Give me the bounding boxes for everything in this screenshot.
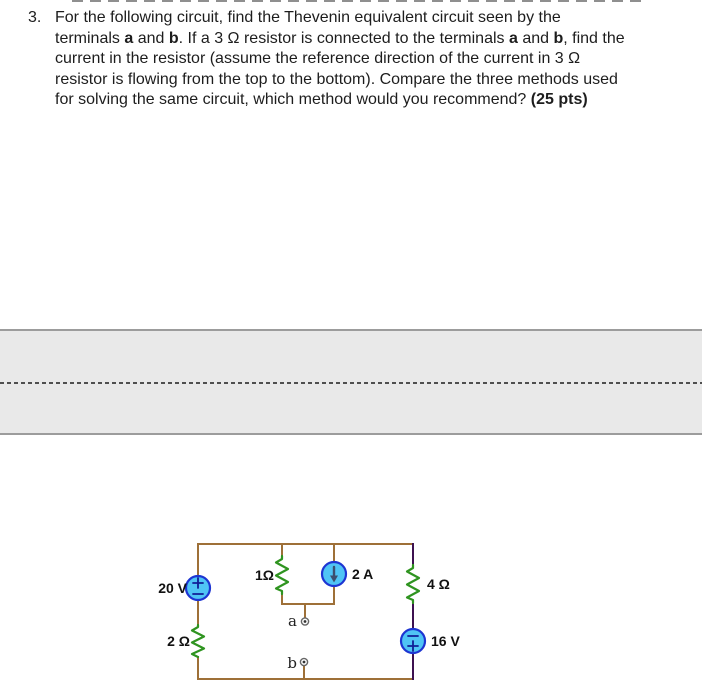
clipped-text-artifact xyxy=(72,0,644,2)
label-20v: 20 V xyxy=(158,580,187,596)
label-1ohm: 1Ω xyxy=(254,567,274,583)
label-2ohm: 2 Ω xyxy=(167,633,190,649)
question-line: for solving the same circuit, which method would you recommend? (25 pts) xyxy=(55,91,588,109)
label-4ohm: 4 Ω xyxy=(427,576,450,592)
current-source-2a xyxy=(322,562,346,586)
circuit-diagram xyxy=(140,530,480,696)
page-break-dashed-line xyxy=(0,382,702,384)
question-lines xyxy=(55,8,625,111)
question-line: resistor is flowing from the top to the bottom). Compare the three methods used xyxy=(55,70,618,88)
question-number: 3. xyxy=(28,9,42,26)
resistor-4ohm-zigzag xyxy=(407,565,419,603)
question-line: terminals a and b. If a 3 Ω resistor is connected to the terminals a and b, find the xyxy=(55,29,625,47)
label-2a: 2 A xyxy=(352,566,374,582)
question-line: For the following circuit, find the Thevenin equivalent circuit seen by the xyxy=(55,9,561,26)
voltage-source-16v xyxy=(401,629,425,653)
label-terminal-b: b xyxy=(287,654,297,672)
question-text xyxy=(28,8,625,111)
resistor-1ohm-zigzag xyxy=(276,556,288,594)
label-16v: 16 V xyxy=(431,633,460,649)
label-terminal-a: a xyxy=(288,612,297,630)
page-break-band xyxy=(0,329,702,435)
terminal-a xyxy=(301,618,308,625)
question-line: current in the resistor (assume the reference direction of the current in 3 Ω xyxy=(55,50,581,68)
voltage-source-20v xyxy=(186,576,210,600)
terminal-b xyxy=(300,658,307,665)
resistor-2ohm-zigzag xyxy=(192,625,204,657)
